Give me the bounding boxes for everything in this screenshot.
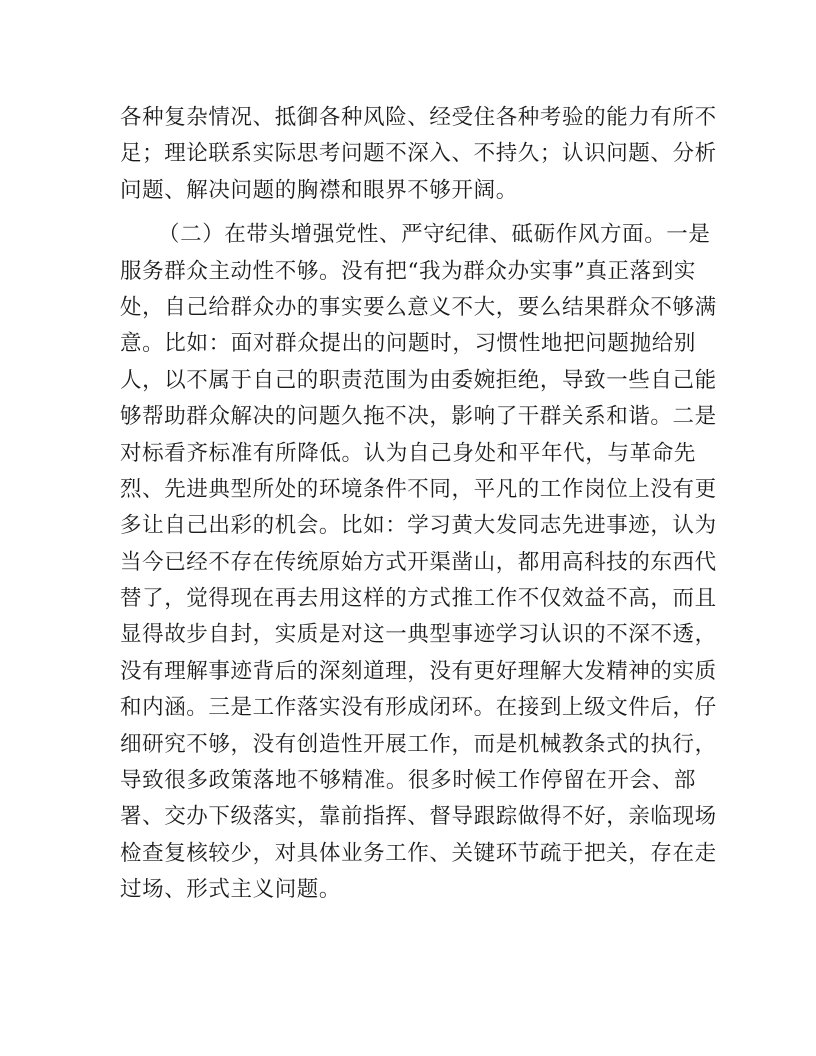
text-line: 服务群众主动性不够。没有把“我为群众办实事”真正落到实 [120,258,696,284]
text-line: 各种复杂情况、抵御各种风险、经受住各种考验的能力有所不 [120,105,717,130]
text-line: 处，自己给群众办的事实要么意义不大，要么结果群众不够满 [120,294,717,320]
text-line: 对标看齐标准有所降低。认为自己身处和平年代，与革命先 [120,440,696,466]
text-line: 意。比如：面对群众提出的问题时，习惯性地把问题抛给别 [120,331,696,357]
text-line: 够帮助群众解决的问题久拖不决，影响了干群关系和谐。二是 [120,404,717,430]
text-line: 没有理解事迹背后的深刻道理，没有更好理解大发精神的实质 [120,658,717,684]
text-line: 人，以不属于自己的职责范围为由委婉拒绝，导致一些自己能 [120,367,717,393]
text-line: 当今已经不存在传统原始方式开渠凿山，都用高科技的东西代 [120,549,717,575]
text-line: 细研究不够，没有创造性开展工作，而是机械教条式的执行， [120,731,717,757]
text-line: 显得故步自封，实质是对这一典型事迹学习认识的不深不透， [120,622,717,648]
text-line: 导致很多政策落地不够精准。很多时候工作停留在开会、部 [120,768,696,794]
text-line: 多让自己出彩的机会。比如：学习黄大发同志先进事迹，认为 [120,513,717,539]
paragraph-1 [120,100,717,209]
text-line: 检查复核较少，对具体业务工作、关键环节疏于把关，存在走 [120,840,717,866]
text-line: 过场、形式主义问题。 [120,877,342,903]
text-line: 足；理论联系实际思考问题不深入、不持久；认识问题、分析 [120,141,717,167]
text-line: 问题、解决问题的胸襟和眼界不够开阔。 [120,177,518,203]
body-text [120,100,717,909]
text-line: 烈、先进典型所处的环境条件不同，平凡的工作岗位上没有更 [120,476,717,502]
text-line: 替了，觉得现在再去用这样的方式推工作不仅效益不高，而且 [120,586,717,612]
text-line: （二）在带头增强党性、严守纪律、砥砺作风方面。一是 [158,222,711,248]
paragraph-gap [120,209,696,217]
text-line: 署、交办下级落实，靠前指挥、督导跟踪做得不好，亲临现场 [120,804,717,830]
paragraph-2 [120,217,717,908]
text-line: 和内涵。三是工作落实没有形成闭环。在接到上级文件后，仔 [120,695,717,721]
